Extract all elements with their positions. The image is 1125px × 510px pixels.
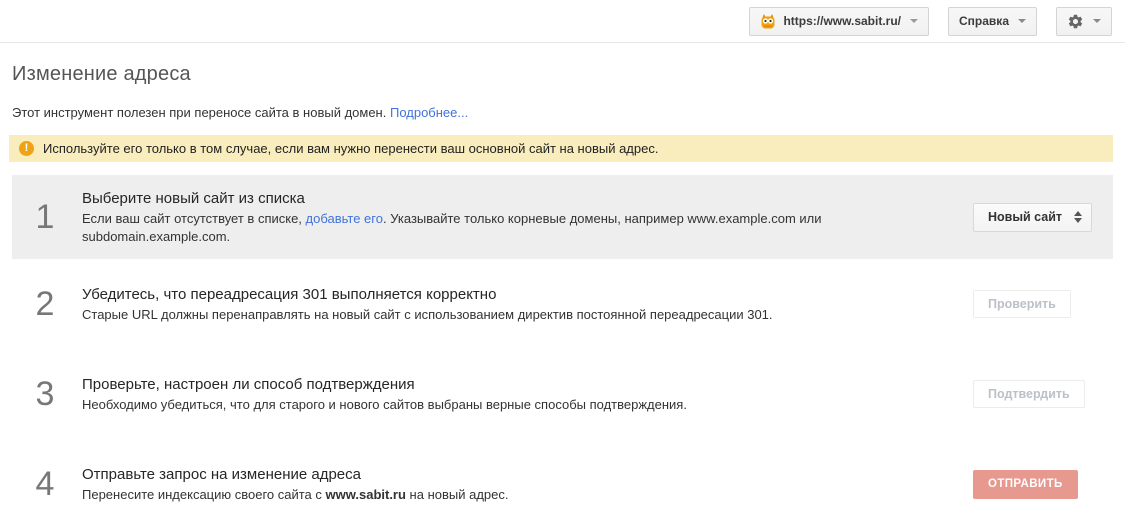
step-1-desc-pre: Если ваш сайт отсутствует в списке, — [82, 210, 306, 226]
steps-list — [12, 175, 1113, 510]
select-spinner-icon — [1074, 211, 1082, 223]
main-content — [0, 63, 1125, 510]
step-3-description: Необходимо убедиться, что для старого и нового сайтов выбраны верные способы подтверждения. — [82, 396, 687, 412]
new-site-select-label: Новый сайт — [988, 210, 1063, 224]
top-toolbar — [0, 0, 1125, 43]
step-3-text — [82, 375, 973, 414]
step-1-text — [82, 189, 973, 246]
step-4-text — [82, 465, 973, 504]
step-4-row — [12, 439, 1113, 510]
new-site-select-button[interactable] — [973, 203, 1092, 232]
settings-dropdown[interactable] — [1056, 7, 1112, 36]
step-2-action — [973, 290, 1071, 318]
chevron-down-icon — [1093, 19, 1101, 23]
help-label: Справка — [959, 14, 1009, 28]
intro-text — [12, 105, 1113, 120]
step-4-description — [82, 486, 953, 504]
step-1-description — [82, 210, 953, 246]
learn-more-link[interactable]: Подробнее... — [389, 105, 469, 120]
step-3-number: 3 — [35, 375, 55, 413]
add-site-link[interactable]: добавьте его — [305, 210, 383, 226]
chevron-down-icon — [910, 19, 918, 23]
step-3-row — [12, 349, 1113, 439]
check-redirect-button[interactable]: Проверить — [973, 290, 1071, 318]
step-2-row — [12, 259, 1113, 349]
step-4-desc-pre: Перенесите индексацию своего сайта с — [82, 486, 326, 502]
submit-request-button[interactable]: ОТПРАВИТЬ — [973, 470, 1078, 499]
step-4-desc-post: на новый адрес. — [405, 486, 509, 502]
warning-text: Используйте его только в том случае, если вам нужно перенести ваш основной сайт на новый адрес. — [43, 141, 659, 156]
step-1-title: Выберите новый сайт из списка — [82, 189, 305, 207]
step-2-number: 2 — [35, 285, 55, 323]
site-selector-url: https://www.sabit.ru/ — [783, 14, 902, 28]
step-1-number: 1 — [35, 198, 55, 236]
step-1-desc-post: . Указывайте только корневые домены, например www.example.com или subdomain.example.com. — [82, 210, 822, 244]
step-1-row — [12, 175, 1113, 259]
chevron-down-icon — [1018, 19, 1026, 23]
step-4-site-name: www.sabit.ru — [325, 486, 406, 502]
step-2-text — [82, 285, 973, 324]
step-4-number: 4 — [35, 465, 55, 503]
site-selector-dropdown[interactable] — [749, 7, 929, 36]
step-3-action — [973, 380, 1085, 408]
step-3-title: Проверьте, настроен ли способ подтверждения — [82, 375, 415, 393]
warning-banner — [9, 135, 1113, 162]
step-1-action — [973, 203, 1092, 232]
site-favicon-icon — [760, 13, 776, 29]
intro-text-body: Этот инструмент полезен при переносе сайта в новый домен. — [12, 105, 390, 120]
step-4-action — [973, 470, 1078, 499]
page-title: Изменение адреса — [12, 63, 191, 85]
step-2-description: Старые URL должны перенаправлять на новый сайт с использованием директив постоянной переадресации 301. — [82, 306, 773, 322]
confirm-verification-button[interactable]: Подтвердить — [973, 380, 1085, 408]
step-4-title: Отправьте запрос на изменение адреса — [82, 465, 361, 483]
help-dropdown[interactable] — [948, 7, 1037, 36]
gear-icon — [1067, 13, 1084, 30]
step-2-title: Убедитесь, что переадресация 301 выполняется корректно — [82, 285, 497, 303]
warning-icon: ! — [19, 141, 34, 156]
